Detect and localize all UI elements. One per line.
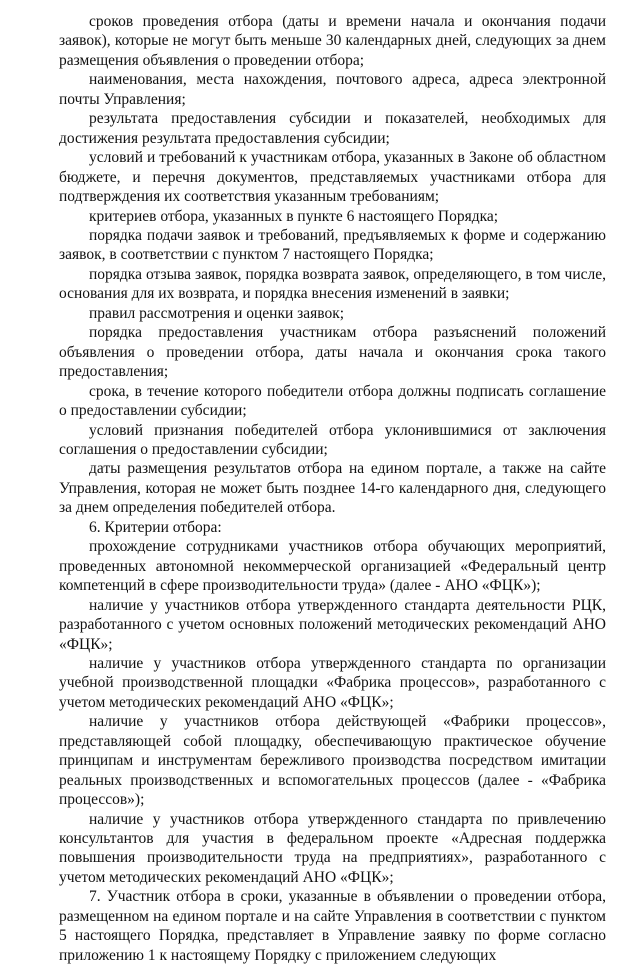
paragraph: наименования, места нахождения, почтового адреса, адреса электронной почты Управления; (59, 71, 606, 108)
paragraph: порядка предоставления участникам отбора разъяснений положений объявления о проведении отбора, даты начала и окончания срока такого предоставления; (59, 324, 606, 381)
section-heading: 6. Критерии отбора: (89, 518, 222, 536)
paragraph: порядка отзыва заявок, порядка возврата заявок, определяющего, в том числе, основания для их возврата, и порядка внесения изменений в заявки; (59, 265, 606, 303)
paragraph: наличие у участников отбора утвержденного стандарта деятельности РЦК, разработанного с учетом основных положений методических рекомендаций АНО «ФЦК»; (59, 596, 606, 653)
paragraph: правил рассмотрения и оценки заявок; (89, 304, 345, 322)
paragraph: условий и требований к участникам отбора, указанных в Законе об областном бюджете, и перечня документов, представляемых участниками отбора для подтверждения их соответствия указанным требованиям; (59, 149, 606, 206)
paragraph: срока, в течение которого победители отбора должны подписать соглашение о предоставлении субсидии; (59, 382, 606, 420)
paragraph: прохождение сотрудниками участников отбора обучающих мероприятий, проведенных автономной некоммерческой организацией «Федеральный центр компетенций в сфере производительности труда» (далее - АНО «ФЦК»); (59, 538, 606, 595)
paragraph: сроков проведения отбора (даты и времени начала и окончания подачи заявок), которые не могут быть меньше 30 календарных дней, следующих за днем размещения объявления о проведении отбора; (59, 13, 606, 69)
paragraph: даты размещения результатов отбора на едином портале, а также на сайте Управления, которая не может быть позднее 14-го календарного дня, следующего за днем определения победителей отбора. (59, 460, 606, 517)
paragraph: результата предоставления субсидии и показателей, необходимых для достижения результата предоставления субсидии; (59, 110, 606, 147)
paragraph: критериев отбора, указанных в пункте 6 настоящего Порядка; (89, 207, 499, 225)
paragraph: 7. Участник отбора в сроки, указанные в объявлении о проведении отбора, размещенном на едином портале и на сайте Управления в соответствии с пунктом 5 настоящего Порядка, представляет в Управление заявку по форме согласно приложению 1 к настоящему Порядку с приложением следующих (59, 888, 606, 964)
paragraph: наличие у участников отбора утвержденного стандарта по организации учебной производственной площадки «Фабрика процессов», разработанного с учетом методических рекомендаций АНО «ФЦК»; (59, 654, 606, 711)
paragraph: условий признания победителей отбора уклонившимися от заключения соглашения о предоставлении субсидии; (59, 421, 606, 458)
paragraph: порядка подачи заявок и требований, предъявляемых к форме и содержанию заявок, в соответствии с пунктом 7 настоящего Порядка; (59, 226, 606, 264)
paragraph: наличие у участников отбора утвержденного стандарта по привлечению консультантов для участия в федеральном проекте «Адресная поддержка повышения производительности труда на предприятиях», разработанного с учетом методических рекомендаций АНО «ФЦК»; (59, 810, 606, 886)
paragraph: наличие у участников отбора действующей «Фабрики процессов», представляющей собой площадку, обеспечивающую практическое обучение принципам и инструментам бережливого производства посредством имитации реальных производственных и вспомогательных процессов (далее - «Фабрика процессов»); (59, 713, 606, 809)
